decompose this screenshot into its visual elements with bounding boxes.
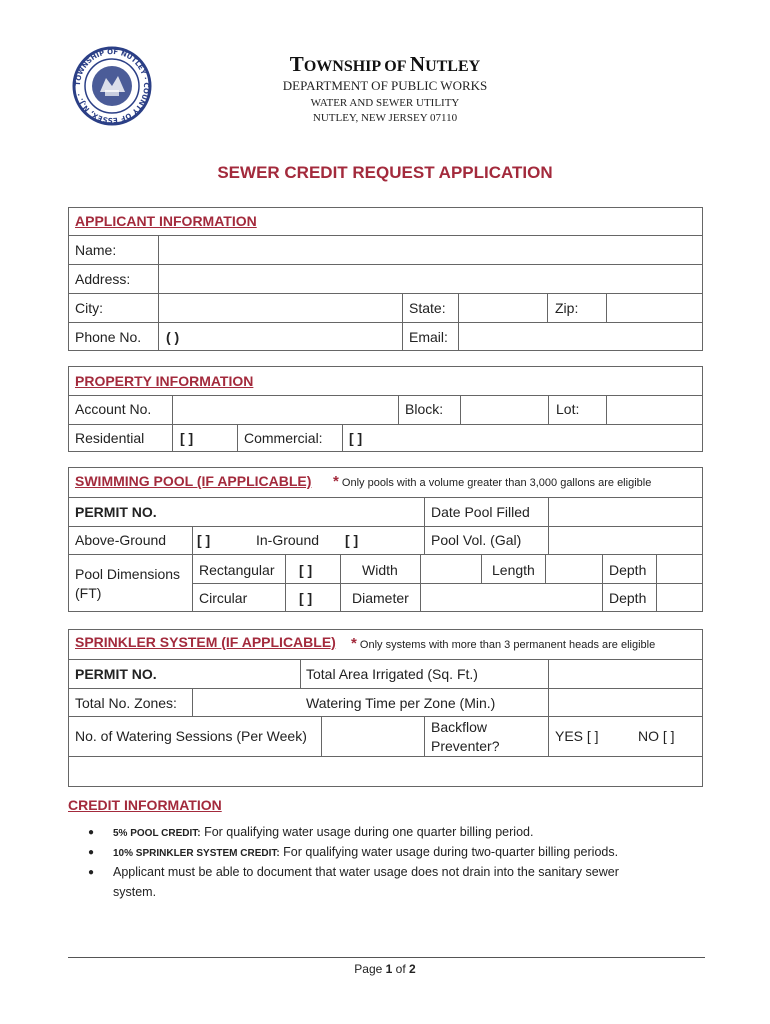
block-field[interactable] [461,396,547,423]
account-label: Account No. [75,401,152,417]
svg-text:TOWNSHIP OF NUTLEY · COUNTY OF: TOWNSHIP OF NUTLEY · COUNTY OF ESSEX, N.J. · [73,47,151,125]
date-filled-label: Date Pool Filled [431,504,530,520]
state-field[interactable] [459,294,546,321]
lot-label: Lot: [556,401,580,417]
watering-sessions-label: No. of Watering Sessions (Per Week) [75,728,307,744]
pool-section-heading: SWIMMING POOL (IF APPLICABLE) [75,473,312,489]
city-field[interactable] [159,294,401,321]
length-field[interactable] [546,555,601,582]
depth-field-rect[interactable] [657,555,702,582]
in-ground-checkbox[interactable]: [ ] [345,532,359,548]
address-line: NUTLEY, NEW JERSEY 07110 [312,112,458,124]
phone-label: Phone No. [75,329,142,345]
commercial-label: Commercial: [244,430,323,446]
bullet-icon: ● [88,867,95,878]
total-zones-field[interactable] [193,689,299,715]
sprinkler-permit-label: PERMIT NO. [75,666,157,682]
pool-dimensions-unit: (FT) [75,585,102,601]
sprinkler-permit-field[interactable] [190,660,298,687]
form-title: SEWER CREDIT REQUEST APPLICATION [217,163,553,182]
name-field[interactable] [159,236,702,263]
phone-field[interactable]: ( ) [166,329,180,345]
pool-dimensions-label: Pool Dimensions [75,566,181,582]
address-field[interactable] [159,265,702,292]
depth-label-circ: Depth [609,590,647,606]
sprinkler-eligibility-note: * Only systems with more than 3 permanent heads are eligible [351,635,656,652]
width-label: Width [362,562,398,578]
pool-volume-label: Pool Vol. (Gal) [431,532,522,548]
page-number: Page 1 of 2 [354,962,416,976]
applicant-section-heading: APPLICANT INFORMATION [75,213,257,229]
email-label: Email: [409,329,448,345]
name-label: Name: [75,242,117,258]
depth-label-rect: Depth [609,562,647,578]
bullet-icon: ● [88,827,95,838]
bullet-icon: ● [88,847,95,858]
depth-field-circ[interactable] [657,584,702,611]
pool-eligibility-note: * Only pools with a volume greater than 3,000 gallons are eligible [333,473,652,490]
backflow-label-line1: Backflow [431,719,488,735]
account-field[interactable] [173,396,397,423]
zip-label: Zip: [555,300,579,316]
above-ground-checkbox[interactable]: [ ] [197,532,211,548]
credit-item-pool: 5% POOL CREDIT: For qualifying water usage during one quarter billing period. [113,825,534,839]
circular-label: Circular [199,590,248,606]
watering-sessions-field[interactable] [322,717,423,755]
email-field[interactable] [459,323,702,350]
township-seal-logo [72,46,152,126]
state-label: State: [409,300,446,316]
residential-checkbox[interactable]: [ ] [180,430,194,446]
length-label: Length [492,562,535,578]
city-label: City: [75,300,103,316]
circular-checkbox[interactable]: [ ] [299,590,313,606]
credit-section-heading: CREDIT INFORMATION [68,797,222,813]
utility-name: WATER AND SEWER UTILITY [310,97,460,109]
backflow-label-line2: Preventer? [431,738,500,754]
credit-item-sprinkler: 10% SPRINKLER SYSTEM CREDIT: For qualifying water usage during two-quarter billing periods. [113,845,619,859]
diameter-field[interactable] [421,584,601,611]
pool-volume-field[interactable] [549,527,702,553]
date-filled-field[interactable] [549,498,702,525]
block-label: Block: [405,401,444,417]
in-ground-label: In-Ground [256,532,320,548]
credit-item-documentation: Applicant must be able to document that water usage does not drain into the sanitary sewer [113,865,619,879]
footer-divider [68,957,705,958]
commercial-checkbox[interactable]: [ ] [349,430,363,446]
zip-field[interactable] [607,294,702,321]
watering-time-label: Watering Time per Zone (Min.) [306,695,496,711]
township-title: TOWNSHIP OF NUTLEY [289,52,481,76]
pool-permit-label: PERMIT NO. [75,504,157,520]
rectangular-label: Rectangular [199,562,275,578]
backflow-no-checkbox[interactable]: NO [ ] [638,728,675,744]
backflow-yes-checkbox[interactable]: YES [ ] [555,728,599,744]
diameter-label: Diameter [352,590,409,606]
area-irrigated-field[interactable] [549,660,702,687]
address-label: Address: [75,271,131,287]
above-ground-label: Above-Ground [75,532,167,548]
watering-time-field[interactable] [549,689,702,715]
area-irrigated-label: Total Area Irrigated (Sq. Ft.) [306,666,478,682]
width-field[interactable] [421,555,480,582]
credit-item-documentation-cont: system. [113,885,157,899]
residential-label: Residential [75,430,145,446]
sprinkler-section-heading: SPRINKLER SYSTEM (IF APPLICABLE) [75,634,336,650]
sprinkler-notes-field[interactable] [69,757,702,786]
property-section-heading: PROPERTY INFORMATION [75,373,254,389]
lot-field[interactable] [607,396,702,423]
rectangular-checkbox[interactable]: [ ] [299,562,313,578]
department-name: DEPARTMENT OF PUBLIC WORKS [282,78,488,93]
total-zones-label: Total No. Zones: [75,695,177,711]
